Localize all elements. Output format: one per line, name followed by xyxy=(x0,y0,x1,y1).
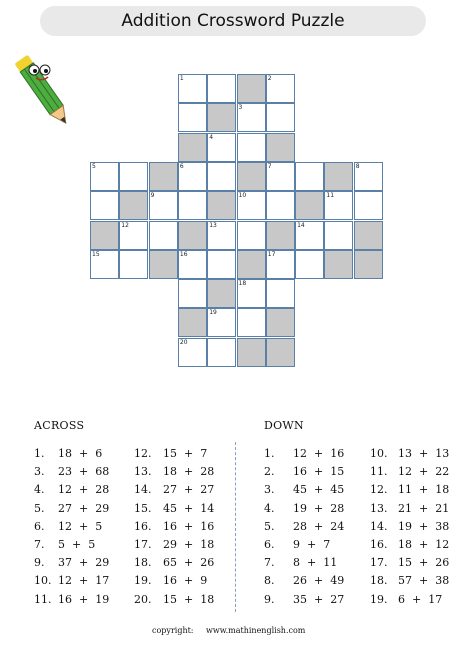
grid-cell xyxy=(295,191,324,220)
clue-number-label: 6. xyxy=(264,538,275,551)
clue-number-label: 14. xyxy=(134,483,152,497)
grid-cell[interactable] xyxy=(237,221,266,250)
clue-number-label: 10. xyxy=(34,574,52,588)
clue-number-label: 17. xyxy=(134,538,152,551)
clue-expression: 65 + 26 xyxy=(163,556,215,570)
clue-number-label: 6. xyxy=(34,519,45,533)
clue-expression: 18 + 12 xyxy=(398,538,450,551)
grid-cell xyxy=(178,133,207,162)
clue-expression: 11 + 18 xyxy=(398,483,450,497)
clue-number: 14 xyxy=(297,221,305,229)
clue-number: 18 xyxy=(238,280,247,288)
grid-cell xyxy=(90,221,119,250)
grid-cell xyxy=(149,250,178,279)
clue-number-label: 5. xyxy=(264,519,275,533)
clue-expression: 9 + 7 xyxy=(293,538,331,551)
clue-expression: 12 + 28 xyxy=(58,483,110,497)
grid-cell[interactable] xyxy=(90,191,119,220)
clue-expression: 8 + 11 xyxy=(293,556,338,570)
grid-cell xyxy=(324,162,353,191)
grid-cell[interactable] xyxy=(324,191,353,220)
grid-cell[interactable] xyxy=(149,191,178,220)
grid-cell xyxy=(324,250,353,279)
grid-cell[interactable] xyxy=(266,103,295,132)
clue-number: 15 xyxy=(92,250,100,258)
across-heading: ACROSS xyxy=(34,419,85,432)
clue-expression: 12 + 22 xyxy=(398,465,450,479)
clue-number-label: 10. xyxy=(370,447,388,460)
clue-expression: 18 + 6 xyxy=(58,447,103,460)
grid-cell xyxy=(266,308,295,337)
clue-number-label: 16. xyxy=(134,519,152,533)
grid-cell[interactable] xyxy=(237,133,266,162)
clue-expression: 6 + 17 xyxy=(398,592,443,606)
clue-number-label: 12. xyxy=(370,483,388,497)
clue-expression: 35 + 27 xyxy=(293,592,345,606)
clue-expression: 13 + 13 xyxy=(398,447,450,460)
grid-cell xyxy=(266,133,295,162)
page-title: Addition Crossword Puzzle xyxy=(121,11,345,31)
grid-cell[interactable] xyxy=(266,162,295,191)
grid-cell[interactable] xyxy=(178,279,207,308)
clue-expression: 45 + 14 xyxy=(163,501,215,515)
clue-number: 10 xyxy=(238,192,247,200)
grid-cell[interactable] xyxy=(178,250,207,279)
grid-cell[interactable] xyxy=(354,162,383,191)
clue-expression: 12 + 5 xyxy=(58,519,103,533)
grid-cell xyxy=(207,103,236,132)
grid-cell[interactable] xyxy=(237,103,266,132)
grid-cell[interactable] xyxy=(178,338,207,367)
clue-number-label: 14. xyxy=(370,519,388,533)
clue-expression: 21 + 21 xyxy=(398,501,450,515)
clue-number-label: 7. xyxy=(34,538,45,551)
clue-expression: 15 + 26 xyxy=(398,556,450,570)
clue-number: 13 xyxy=(209,221,217,229)
clue-number: 2 xyxy=(267,75,272,82)
clue-number-label: 13. xyxy=(370,501,388,515)
grid-cell[interactable] xyxy=(354,191,383,220)
grid-cell[interactable] xyxy=(119,250,148,279)
clue-number-label: 1. xyxy=(264,447,275,460)
grid-cell xyxy=(237,74,266,103)
grid-cell xyxy=(119,191,148,220)
clue-number-label: 11. xyxy=(34,592,52,606)
down-heading: DOWN xyxy=(264,419,304,432)
clue-number-label: 19. xyxy=(134,574,152,588)
clue-expression: 16 + 19 xyxy=(58,592,110,606)
clue-number: 3 xyxy=(238,104,243,112)
clue-number: 16 xyxy=(179,250,188,258)
clue-number: 5 xyxy=(92,162,96,170)
clue-expression: 57 + 38 xyxy=(398,574,450,588)
clue-expression: 26 + 49 xyxy=(293,574,345,588)
clue-number: 4 xyxy=(209,133,214,141)
grid-cell xyxy=(354,250,383,279)
clue-expression: 16 + 15 xyxy=(293,465,345,479)
clue-expression: 19 + 38 xyxy=(398,519,450,533)
grid-cell[interactable] xyxy=(295,250,324,279)
clue-number-label: 4. xyxy=(34,483,45,497)
clue-number-label: 15. xyxy=(134,501,152,515)
clue-number-label: 12. xyxy=(134,447,152,460)
clue-number: 6 xyxy=(179,162,184,170)
grid-cell xyxy=(237,338,266,367)
clue-number-label: 4. xyxy=(264,501,275,515)
clue-number-label: 5. xyxy=(34,501,45,515)
clue-expression: 45 + 45 xyxy=(293,483,345,497)
clue-expression: 12 + 16 xyxy=(293,447,345,460)
grid-cell[interactable] xyxy=(237,308,266,337)
clue-number-label: 7. xyxy=(264,556,275,570)
grid-cell xyxy=(149,162,178,191)
grid-cell[interactable] xyxy=(207,74,236,103)
clue-number-label: 2. xyxy=(264,465,275,479)
clue-number: 8 xyxy=(355,162,360,170)
grid-cell[interactable] xyxy=(149,221,178,250)
grid-cell[interactable] xyxy=(207,250,236,279)
clue-expression: 16 + 16 xyxy=(163,519,215,533)
clue-number-label: 8. xyxy=(264,574,275,588)
grid-cell xyxy=(266,221,295,250)
clue-expression: 27 + 29 xyxy=(58,501,110,515)
grid-cell xyxy=(207,191,236,220)
clue-expression: 18 + 28 xyxy=(163,465,215,479)
grid-cell[interactable] xyxy=(178,103,207,132)
clue-number-label: 3. xyxy=(34,465,45,479)
grid-cell xyxy=(207,279,236,308)
clue-expression: 37 + 29 xyxy=(58,556,110,570)
clue-number: 11 xyxy=(326,192,335,200)
grid-cell[interactable] xyxy=(178,74,207,103)
grid-cell[interactable] xyxy=(237,191,266,220)
grid-cell xyxy=(237,250,266,279)
clue-number-label: 18. xyxy=(134,556,152,570)
clue-number-label: 20. xyxy=(134,592,152,606)
clue-expression: 27 + 27 xyxy=(163,483,215,497)
clue-number: 1 xyxy=(179,75,184,82)
clue-number-label: 17. xyxy=(370,556,388,570)
clue-expression: 12 + 17 xyxy=(58,574,110,588)
clue-expression: 15 + 18 xyxy=(163,592,215,606)
clue-number-label: 3. xyxy=(264,483,275,497)
grid-cell[interactable] xyxy=(207,308,236,337)
clue-number-label: 9. xyxy=(34,556,45,570)
column-divider xyxy=(235,442,236,612)
clue-expression: 15 + 7 xyxy=(163,447,208,460)
clue-expression: 5 + 5 xyxy=(58,538,96,551)
grid-cell[interactable] xyxy=(266,279,295,308)
clue-expression: 23 + 68 xyxy=(58,465,110,479)
grid-cell[interactable] xyxy=(324,221,353,250)
footer-url: www.mathinenglish.com xyxy=(206,626,306,635)
clue-expression: 19 + 28 xyxy=(293,501,345,515)
grid-cell[interactable] xyxy=(207,338,236,367)
grid-cell[interactable] xyxy=(237,279,266,308)
grid-cell[interactable] xyxy=(90,250,119,279)
grid-cell[interactable] xyxy=(207,221,236,250)
grid-cell xyxy=(178,308,207,337)
clue-number-label: 1. xyxy=(34,447,45,460)
grid-cell[interactable] xyxy=(90,162,119,191)
grid-cell[interactable] xyxy=(119,162,148,191)
clue-number-label: 11. xyxy=(370,465,388,479)
clue-number-label: 19. xyxy=(370,592,388,606)
footer-copyright-label: copyright: xyxy=(152,626,194,635)
clue-number-label: 16. xyxy=(370,538,388,551)
clue-number: 19 xyxy=(209,309,217,317)
clue-number: 17 xyxy=(267,250,276,258)
clue-number-label: 13. xyxy=(134,465,152,479)
grid-cell xyxy=(237,162,266,191)
clue-expression: 28 + 24 xyxy=(293,519,345,533)
grid-cell xyxy=(354,221,383,250)
grid-cell[interactable] xyxy=(295,162,324,191)
grid-cell[interactable] xyxy=(178,162,207,191)
clue-number: 20 xyxy=(179,338,188,346)
clue-number: 12 xyxy=(121,221,129,229)
grid-cell[interactable] xyxy=(178,191,207,220)
clue-number-label: 18. xyxy=(370,574,388,588)
clue-number: 7 xyxy=(267,162,272,170)
grid-cell xyxy=(178,221,207,250)
grid-cell[interactable] xyxy=(119,221,148,250)
grid-cell[interactable] xyxy=(266,191,295,220)
grid-cell[interactable] xyxy=(207,133,236,162)
clue-expression: 29 + 18 xyxy=(163,538,215,551)
grid-cell[interactable] xyxy=(207,162,236,191)
clue-number-label: 9. xyxy=(264,592,275,606)
clue-number: 9 xyxy=(150,192,155,200)
grid-cell[interactable] xyxy=(266,250,295,279)
grid-cell xyxy=(266,338,295,367)
grid-cell[interactable] xyxy=(266,74,295,103)
clue-expression: 16 + 9 xyxy=(163,574,208,588)
grid-cell[interactable] xyxy=(295,221,324,250)
